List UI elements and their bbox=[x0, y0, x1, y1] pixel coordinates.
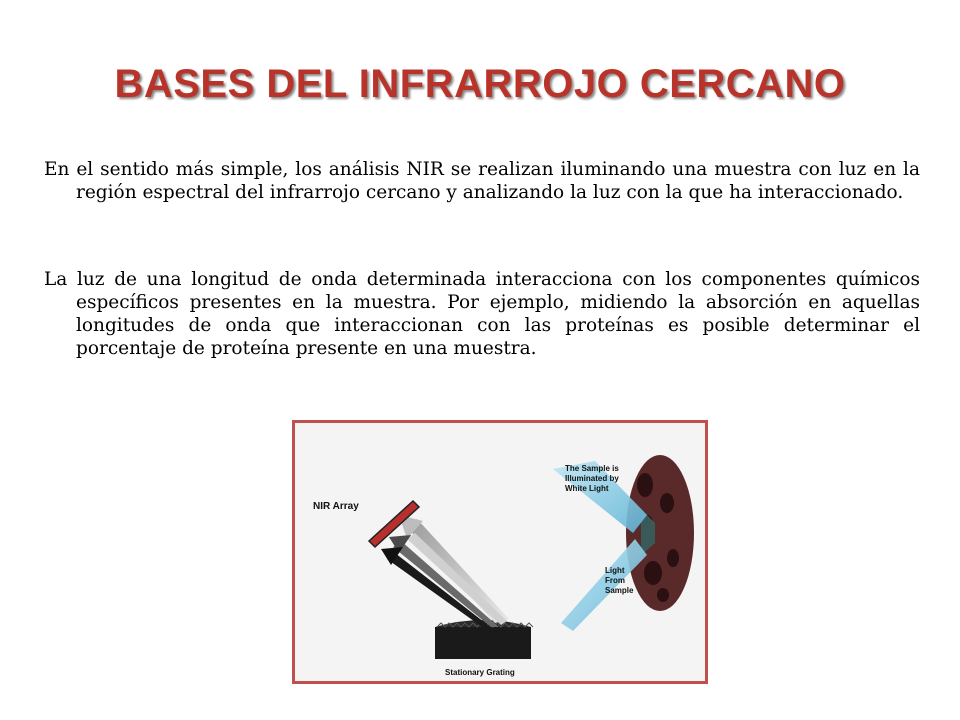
sample-light-beam bbox=[561, 539, 647, 631]
sample-disc bbox=[626, 455, 694, 611]
slide-title: BASES DEL INFRARROJO CERCANO bbox=[114, 62, 846, 106]
light-from-sample-label: Light From Sample bbox=[605, 566, 634, 595]
paragraph-wavelength-interaction: La luz de una longitud de onda determinada interacciona con los componentes químicos específicos presentes en la muestra. Por ejemplo, midiendo la absorción en aquellas longitudes de onda que interaccionan con las proteínas es posible determinar el porcentaje de proteína presente en una muestra. bbox=[44, 269, 920, 359]
nir-diagram-drawing bbox=[295, 423, 705, 681]
dispersed-rays bbox=[381, 515, 509, 629]
nir-diagram bbox=[292, 420, 708, 684]
grating-label: Stationary Grating bbox=[445, 668, 515, 677]
nir-array-label: NIR Array bbox=[313, 501, 359, 512]
sample-illuminated-label: The Sample is Illuminated by White Light bbox=[565, 464, 619, 493]
paragraph-nir-analysis: En el sentido más simple, los análisis NIR se realizan iluminando una muestra con luz en la región espectral del infrarrojo cercano y analizando la luz con la que ha interaccionado. bbox=[44, 159, 920, 203]
